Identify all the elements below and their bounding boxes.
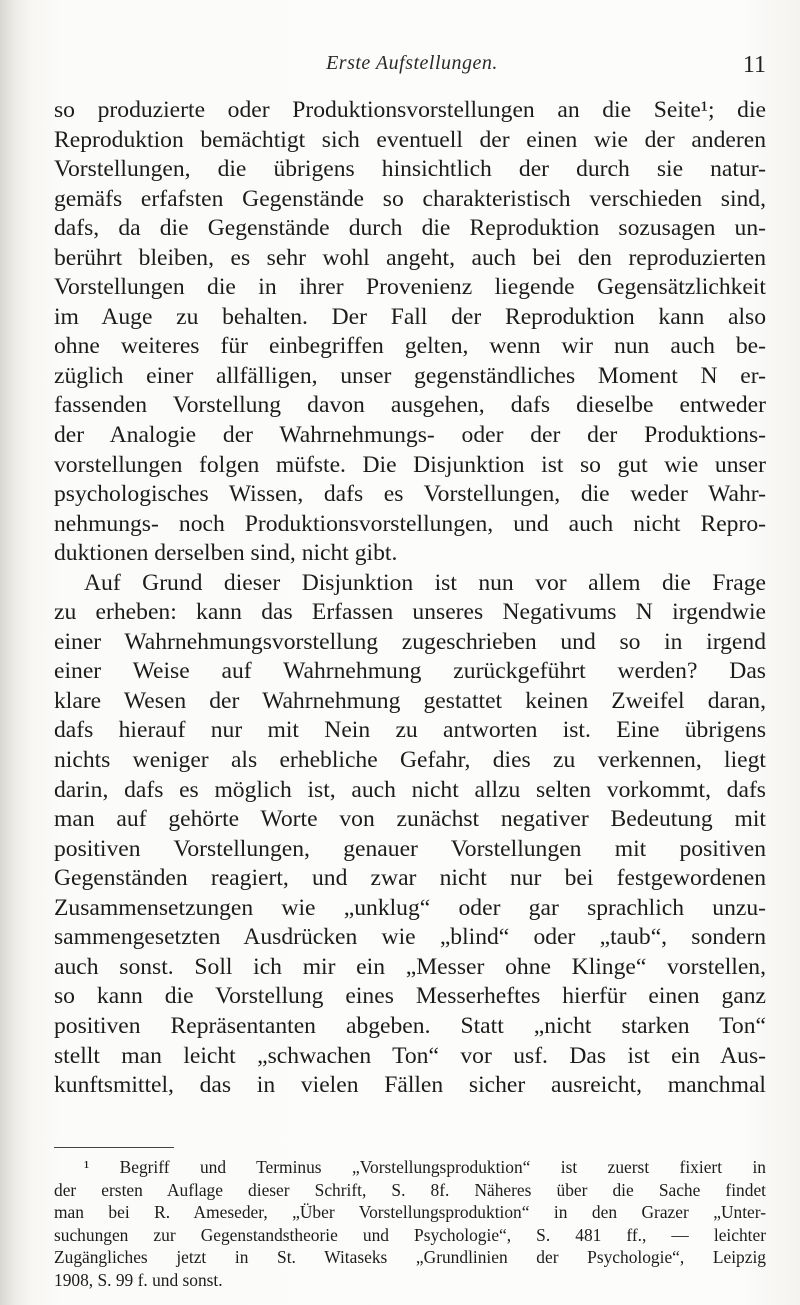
footnote-line: 1908, S. 99 f. und sonst.: [54, 1269, 223, 1290]
footnote-line: der ersten Auflage dieser Schrift, S. 8f. Näheres über die Sache findet: [54, 1179, 766, 1200]
text-line: klare Wesen der Wahrnehmung gestattet keinen Zweifel daran,: [54, 687, 766, 714]
text-line: sammengesetzten Ausdrücken wie „blind“ oder „taub“, sondern: [54, 924, 766, 951]
text-line: Zusammensetzungen wie „unklug“ oder gar sprachlich unzu-: [54, 894, 766, 921]
text-line: im Auge zu behalten. Der Fall der Reproduktion kann also: [54, 303, 766, 330]
footnote-divider: [54, 1147, 174, 1148]
running-title: Erste Aufstellungen.: [326, 52, 498, 74]
text-line: psychologisches Wissen, dafs es Vorstellungen, die weder Wahr-: [54, 481, 766, 508]
footnote-line: Zugängliches jetzt in St. Witaseks „Grundlinien der Psychologie“, Leipzig: [54, 1247, 766, 1268]
text-line: man auf gehörte Worte von zunächst negativer Bedeutung mit: [54, 806, 766, 833]
text-line: Vorstellungen, die übrigens hinsichtlich der durch sie natur-: [54, 156, 766, 183]
text-line: ohne weiteres für einbegriffen gelten, wenn wir nun auch be-: [54, 333, 766, 360]
page-number: 11: [742, 52, 766, 78]
text-line: nehmungs- noch Produktionsvorstellungen, und auch nicht Repro-: [54, 510, 766, 537]
text-line: berührt bleiben, es sehr wohl angeht, auch bei den reproduzierten: [54, 244, 766, 271]
text-line: so produzierte oder Produktionsvorstellungen an die Seite¹; die: [54, 97, 766, 123]
text-line: positiven Repräsentanten abgeben. Statt „nicht starken Ton“: [54, 1012, 766, 1039]
text-line: fassenden Vorstellung davon ausgehen, dafs dieselbe entweder: [54, 392, 766, 419]
footnote-line: ¹ Begriff und Terminus „Vorstellungsproduktion“ ist zuerst fixiert in: [84, 1157, 766, 1177]
text-line: auch sonst. Soll ich mir ein „Messer ohne Klinge“ vorstellen,: [54, 953, 766, 980]
text-line: dafs, da die Gegenstände durch die Reproduktion sozusagen un-: [54, 215, 766, 242]
text-line: Vorstellungen die in ihrer Provenienz liegende Gegensätzlichkeit: [54, 274, 766, 301]
text-line: positiven Vorstellungen, genauer Vorstellungen mit positiven: [54, 835, 766, 862]
text-line: dafs hierauf nur mit Nein zu antworten ist. Eine übrigens: [54, 717, 766, 744]
footnote-line: man bei R. Ameseder, „Über Vorstellungsproduktion“ in den Grazer „Unter-: [54, 1202, 766, 1223]
text-line: zu erheben: kann das Erfassen unseres Negativums N irgendwie: [54, 599, 766, 626]
text-line: gemäfs erfafsten Gegenstände so charakteristisch verschieden sind,: [54, 185, 766, 212]
text-line: züglich einer allfälligen, unser gegenständliches Moment N er-: [54, 362, 766, 389]
text-line: Reproduktion bemächtigt sich eventuell der einen wie der anderen: [54, 126, 766, 153]
text-line: duktionen derselben sind, nicht gibt.: [54, 540, 398, 567]
text-line: kunftsmittel, das in vielen Fällen sicher ausreicht, manchmal: [54, 1072, 766, 1099]
text-line: stellt man leicht „schwachen Ton“ vor usf. Das ist ein Aus-: [54, 1042, 766, 1069]
text-line: nichts weniger als erhebliche Gefahr, dies zu verkennen, liegt: [54, 747, 766, 774]
text-line: so kann die Vorstellung eines Messerheftes hierfür einen ganz: [54, 983, 766, 1010]
running-head: [52, 52, 772, 82]
text-line: Auf Grund dieser Disjunktion ist nun vor allem die Frage: [84, 569, 766, 596]
text-line: der Analogie der Wahrnehmungs- oder der der Produktions-: [54, 422, 766, 449]
text-line: darin, dafs es möglich ist, auch nicht allzu selten vorkommt, dafs: [54, 776, 766, 803]
text-line: einer Wahrnehmungsvorstellung zugeschrieben und so in irgend: [54, 628, 766, 655]
text-line: einer Weise auf Wahrnehmung zurückgeführt werden? Das: [54, 658, 766, 685]
text-line: Gegenständen reagiert, und zwar nicht nur bei festgewordenen: [54, 865, 766, 892]
footnote-line: suchungen zur Gegenstandstheorie und Psychologie“, S. 481 ff., — leichter: [54, 1224, 766, 1245]
footnotes: [54, 1156, 766, 1292]
text-line: vorstellungen folgen müfste. Die Disjunktion ist so gut wie unser: [54, 451, 766, 478]
body-text: [54, 96, 766, 1101]
